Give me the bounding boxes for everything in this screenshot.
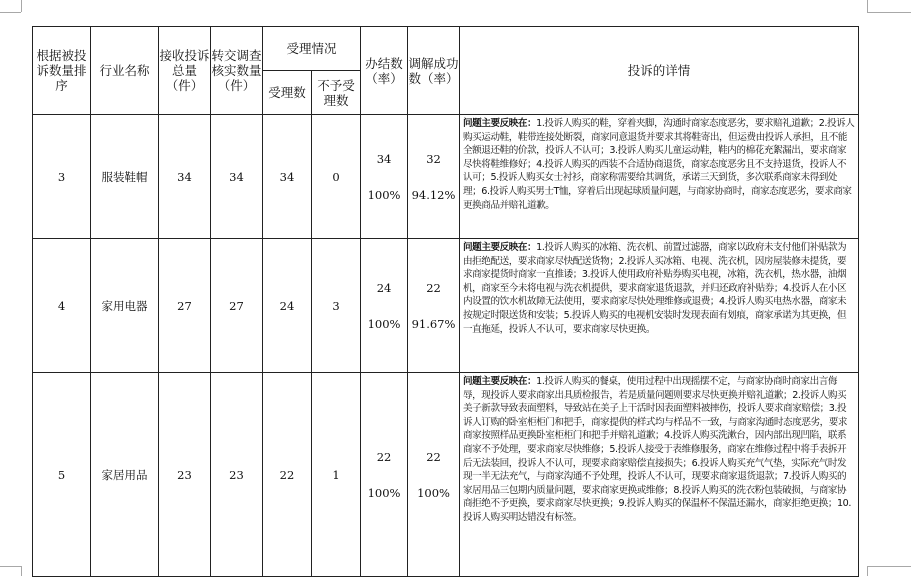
header-accepted: 受理数 <box>263 71 312 115</box>
industry-cell: 服装鞋帽 <box>91 115 159 239</box>
closed-cell <box>361 115 408 239</box>
crop-mark <box>867 566 868 576</box>
transferred-cell: 23 <box>211 373 263 577</box>
detail-cell <box>460 373 859 577</box>
header-mediated: 调解成功数（率） <box>408 27 460 115</box>
table-row <box>33 115 859 239</box>
detail-lead: 问题主要反映在： <box>463 376 537 387</box>
complaint-table <box>32 26 859 577</box>
crop-mark <box>21 0 22 12</box>
closed-count: 34 <box>376 151 392 166</box>
received-cell: 34 <box>159 115 211 239</box>
industry-cell: 家居用品 <box>91 373 159 577</box>
detail-lead: 问题主要反映在： <box>463 242 537 253</box>
header-transferred: 转交调查核实数量（件） <box>211 27 263 115</box>
industry-cell: 家用电器 <box>91 239 159 373</box>
rank-cell: 5 <box>33 373 91 577</box>
mediated-cell <box>408 115 460 239</box>
closed-rate: 100% <box>367 485 401 500</box>
header-received: 接收投诉总量（件） <box>159 27 211 115</box>
mediated-rate: 100% <box>417 485 450 500</box>
header-closed: 办结数（率） <box>361 27 408 115</box>
header-acceptance: 受理情况 <box>263 27 361 71</box>
rejected-cell: 3 <box>312 239 361 373</box>
detail-text: 1.投诉人购买的鞋，穿着夹脚，沟通时商家态度恶劣，要求赔礼道歉；2.投诉人购买运动鞋，鞋带连接处断裂，商家同意退货并要求其将鞋寄出，但运费由投诉人承担，且不能全额退还鞋的价款，投诉人不认可；3.投诉人购买儿童运动鞋，鞋内的棉花充絮漏出，要求商家尽快将鞋维修好；4.投诉人购买的西装不合适协商退货，商家态度恶劣且不支持退货，投诉人不认可；5.投诉人购买女士衬衫，商家称需要给其调货，承诺三天到货，多次联系商家未得到处理；6.投诉人购买男士T恤，穿着后出现起球质量问题，与商家协商时，商家态度恶劣，要求商家更换商品并赔礼道歉。 <box>463 118 855 211</box>
mediated-rate: 91.67% <box>411 316 456 331</box>
mediated-count: 22 <box>426 280 441 295</box>
header-industry: 行业名称 <box>91 27 159 115</box>
header-details: 投诉的详情 <box>460 27 859 115</box>
rejected-cell: 1 <box>312 373 361 577</box>
crop-mark <box>867 12 911 13</box>
header-rejected: 不予受理数 <box>312 71 361 115</box>
detail-cell <box>460 115 859 239</box>
crop-mark <box>867 566 911 567</box>
header-rank: 根据被投诉数量排序 <box>33 27 91 115</box>
table-row <box>33 373 859 577</box>
crop-mark <box>867 0 868 12</box>
mediated-count: 32 <box>426 151 441 166</box>
crop-mark <box>0 566 21 567</box>
mediated-cell <box>408 239 460 373</box>
closed-count: 22 <box>376 449 392 464</box>
closed-cell <box>361 373 408 577</box>
received-cell: 23 <box>159 373 211 577</box>
received-cell: 27 <box>159 239 211 373</box>
closed-rate: 100% <box>367 187 401 202</box>
table-row <box>33 239 859 373</box>
transferred-cell: 27 <box>211 239 263 373</box>
closed-count: 24 <box>376 280 392 295</box>
accepted-cell: 34 <box>263 115 312 239</box>
closed-cell <box>361 239 408 373</box>
crop-mark <box>21 566 22 576</box>
closed-rate: 100% <box>367 316 401 331</box>
mediated-rate: 94.12% <box>411 187 456 202</box>
detail-text: 1.投诉人购买的餐桌，使用过程中出现摇摆不定，与商家协商时商家出言侮辱，现投诉人要求商家出具质检报告，若是质量问题则要求尽快更换并赔礼道歉；2.投诉人购买美子新款导致表面塑料，导致站在美子上干活时因表面塑料被摔伤，投诉人要求商家赔偿；3.投诉人订购的卧室柜柜门和把手，商家提供的样式均与样品不一致，与商家沟通时态度恶劣，要求商家按照样品更换卧室柜柜门和把手并赔礼道歉；4.投诉人购买洗漱台，因内部出现凹陷，联系商家不予处理，要求商家尽快维修；5.投诉人接受于表维修服务，商家在维修过程中将手表拆开后无法装回，投诉人不认可，现要求商家赔偿直接损失；6.投诉人购买充气气垫，实际充气时发现一半无法充气，与商家沟通不予处理，投诉人不认可，现要求商家退货退款；7.投诉人购买的家居用品三包期内质量问题，要求商家更换或维修；8.投诉人购买的洗衣粉包装破损，与商家协商拒绝不予更换，要求商家尽快更换；9.投诉人购买的保温杯不保温还漏水，商家拒绝更换；10.投诉人购买明达错没有标签。 <box>463 376 851 523</box>
accepted-cell: 24 <box>263 239 312 373</box>
transferred-cell: 34 <box>211 115 263 239</box>
mediated-cell <box>408 373 460 577</box>
rank-cell: 3 <box>33 115 91 239</box>
detail-cell <box>460 239 859 373</box>
detail-lead: 问题主要反映在： <box>463 118 537 129</box>
detail-text: 1.投诉人购买的冰箱、洗衣机、前置过滤器，商家以政府未支付他们补贴款为由拒绝配送，要求商家尽快配送货物；2.投诉人买冰箱、电视、洗衣机，因房屋装修未提货，要求商家提货时商家一直推诿；3.投诉人使用政府补贴券购买电视，冰箱，洗衣机，热水器，油烟机，商家至今未将电视与洗衣机提供，要求商家退货退款，并归还政府补贴券；4.投诉人在小区内设置的饮水机故障无法使用，要求商家尽快处理维修或退费；4.投诉人购买电热水器，商家未按规定时限送货和安装；5.投诉人购买的电视机安装时发现表面有划痕，商家承诺为其更换，但一直拖延，投诉人不认可，要求商家尽快更换。 <box>463 242 847 335</box>
rank-cell: 4 <box>33 239 91 373</box>
mediated-count: 22 <box>426 449 441 464</box>
crop-mark <box>0 12 21 13</box>
accepted-cell: 22 <box>263 373 312 577</box>
rejected-cell: 0 <box>312 115 361 239</box>
